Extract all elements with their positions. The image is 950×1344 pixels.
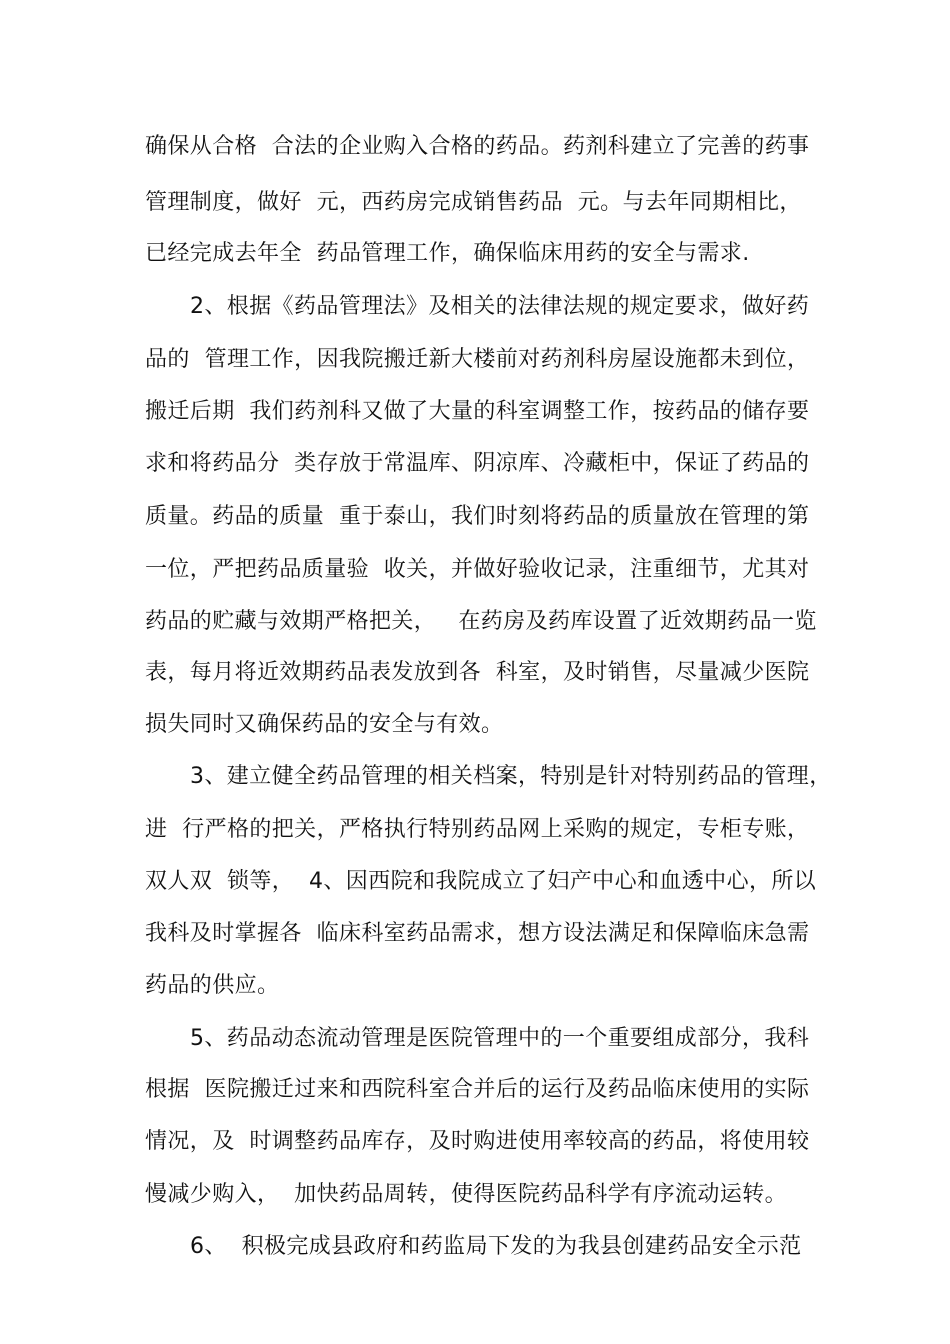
text-line: 双人双 锁等， 4、因西院和我院成立了妇产中心和血透中心，所以 <box>145 869 817 894</box>
text-line: 3、建立健全药品管理的相关档案，特别是针对特别药品的管理， <box>190 764 832 789</box>
text-line: 品的 管理工作，因我院搬迁新大楼前对药剂科房屋设施都未到位， <box>145 347 810 372</box>
text-line: 一位，严把药品质量验 收关，并做好验收记录，注重细节，尤其对 <box>145 557 810 582</box>
text-line: 损失同时又确保药品的安全与有效。 <box>145 712 504 737</box>
text-line: 药品的供应。 <box>145 973 280 998</box>
text-line: 根据 医院搬迁过来和西院科室合并后的运行及药品临床使用的实际 <box>145 1077 810 1102</box>
text-line: 5、药品动态流动管理是医院管理中的一个重要组成部分，我科 <box>190 1026 810 1051</box>
text-line: 求和将药品分 类存放于常温库、阴凉库、冷藏柜中，保证了药品的 <box>145 451 810 476</box>
text-line: 确保从合格 合法的企业购入合格的药品。药剂科建立了完善的药事 <box>145 134 810 159</box>
text-line: 搬迁后期 我们药剂科又做了大量的科室调整工作，按药品的储存要 <box>145 399 810 424</box>
text-line: 我科及时掌握各 临床科室药品需求，想方设法满足和保障临床急需 <box>145 921 810 946</box>
text-line: 已经完成去年全 药品管理工作，确保临床用药的安全与需求. <box>145 241 750 266</box>
text-line: 质量。药品的质量 重于泰山，我们时刻将药品的质量放在管理的第 <box>145 504 810 529</box>
text-line: 药品的贮藏与效期严格把关， 在药房及药库设置了近效期药品一览 <box>145 609 817 634</box>
text-line: 管理制度，做好 元，西药房完成销售药品 元。与去年同期相比， <box>145 190 802 215</box>
text-line: 情况，及 时调整药品库存，及时购进使用率较高的药品，将使用较 <box>145 1129 810 1154</box>
text-line: 慢减少购入， 加快药品周转，使得医院药品科学有序流动运转。 <box>145 1182 787 1207</box>
text-line: 2、根据《药品管理法》及相关的法律法规的规定要求，做好药 <box>190 294 810 319</box>
text-line: 表，每月将近效期药品表发放到各 科室，及时销售，尽量减少医院 <box>145 660 810 685</box>
text-line: 6、 积极完成县政府和药监局下发的为我县创建药品安全示范 <box>190 1234 802 1259</box>
text-line: 进 行严格的把关，严格执行特别药品网上采购的规定，专柜专账， <box>145 817 810 842</box>
